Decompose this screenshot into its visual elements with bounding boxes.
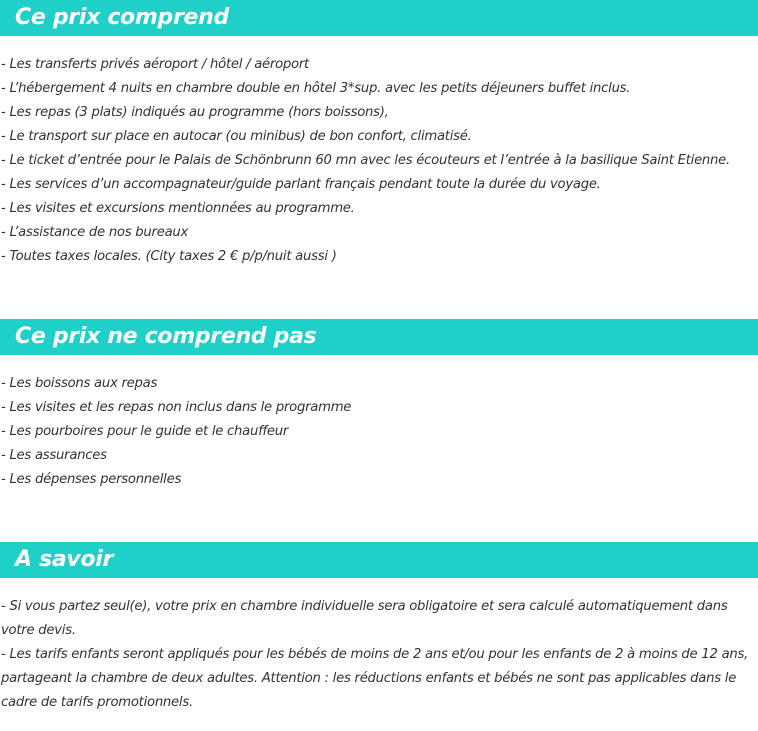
included-list: [1, 53, 756, 269]
list-item: - Toutes taxes locales. (City taxes 2 € p/p/nuit aussi ): [1, 249, 337, 264]
list-item: - Les boissons aux repas: [1, 376, 158, 391]
list-item: - L’assistance de nos bureaux: [1, 225, 189, 240]
section-header-ce-prix-comprend: Ce prix comprend: [0, 0, 758, 36]
section-header-ce-prix-ne-comprend-pas: Ce prix ne comprend pas: [0, 319, 758, 355]
not-included-list: [1, 372, 756, 492]
list-item: - Si vous partez seul(e), votre prix en chambre individuelle sera obligatoire et sera calculé automatiquement dans votre devis.: [1, 599, 728, 638]
list-item: - Les services d’un accompagnateur/guide parlant français pendant toute la durée du voyage.: [1, 177, 601, 192]
list-item: - L’hébergement 4 nuits en chambre double en hôtel 3*sup. avec les petits déjeuners buffet inclus.: [1, 81, 631, 96]
list-item: - Le ticket d’entrée pour le Palais de Schönbrunn 60 mn avec les écouteurs et l’entrée à la basilique Saint Etienne.: [1, 153, 730, 168]
list-item: - Les repas (3 plats) indiqués au programme (hors boissons),: [1, 105, 389, 120]
list-item: - Les dépenses personnelles: [1, 472, 182, 487]
section-header-a-savoir: A savoir: [0, 542, 758, 578]
good-to-know-list: [1, 595, 756, 715]
list-item: - Les visites et excursions mentionnées au programme.: [1, 201, 355, 216]
list-item: - Les visites et les repas non inclus dans le programme: [1, 400, 352, 415]
list-item: - Le transport sur place en autocar (ou minibus) de bon confort, climatisé.: [1, 129, 472, 144]
list-item: - Les pourboires pour le guide et le chauffeur: [1, 424, 289, 439]
list-item: - Les tarifs enfants seront appliqués pour les bébés de moins de 2 ans et/ou pour les enfants de 2 à moins de 12 ans, partageant la chambre de deux adultes. Attention : les réductions enfants et bébés ne sont pas applicables dans le cadre de tarifs promotionnels.: [1, 647, 749, 710]
list-item: - Les assurances: [1, 448, 107, 463]
list-item: - Les transferts privés aéroport / hôtel / aéroport: [1, 57, 309, 72]
